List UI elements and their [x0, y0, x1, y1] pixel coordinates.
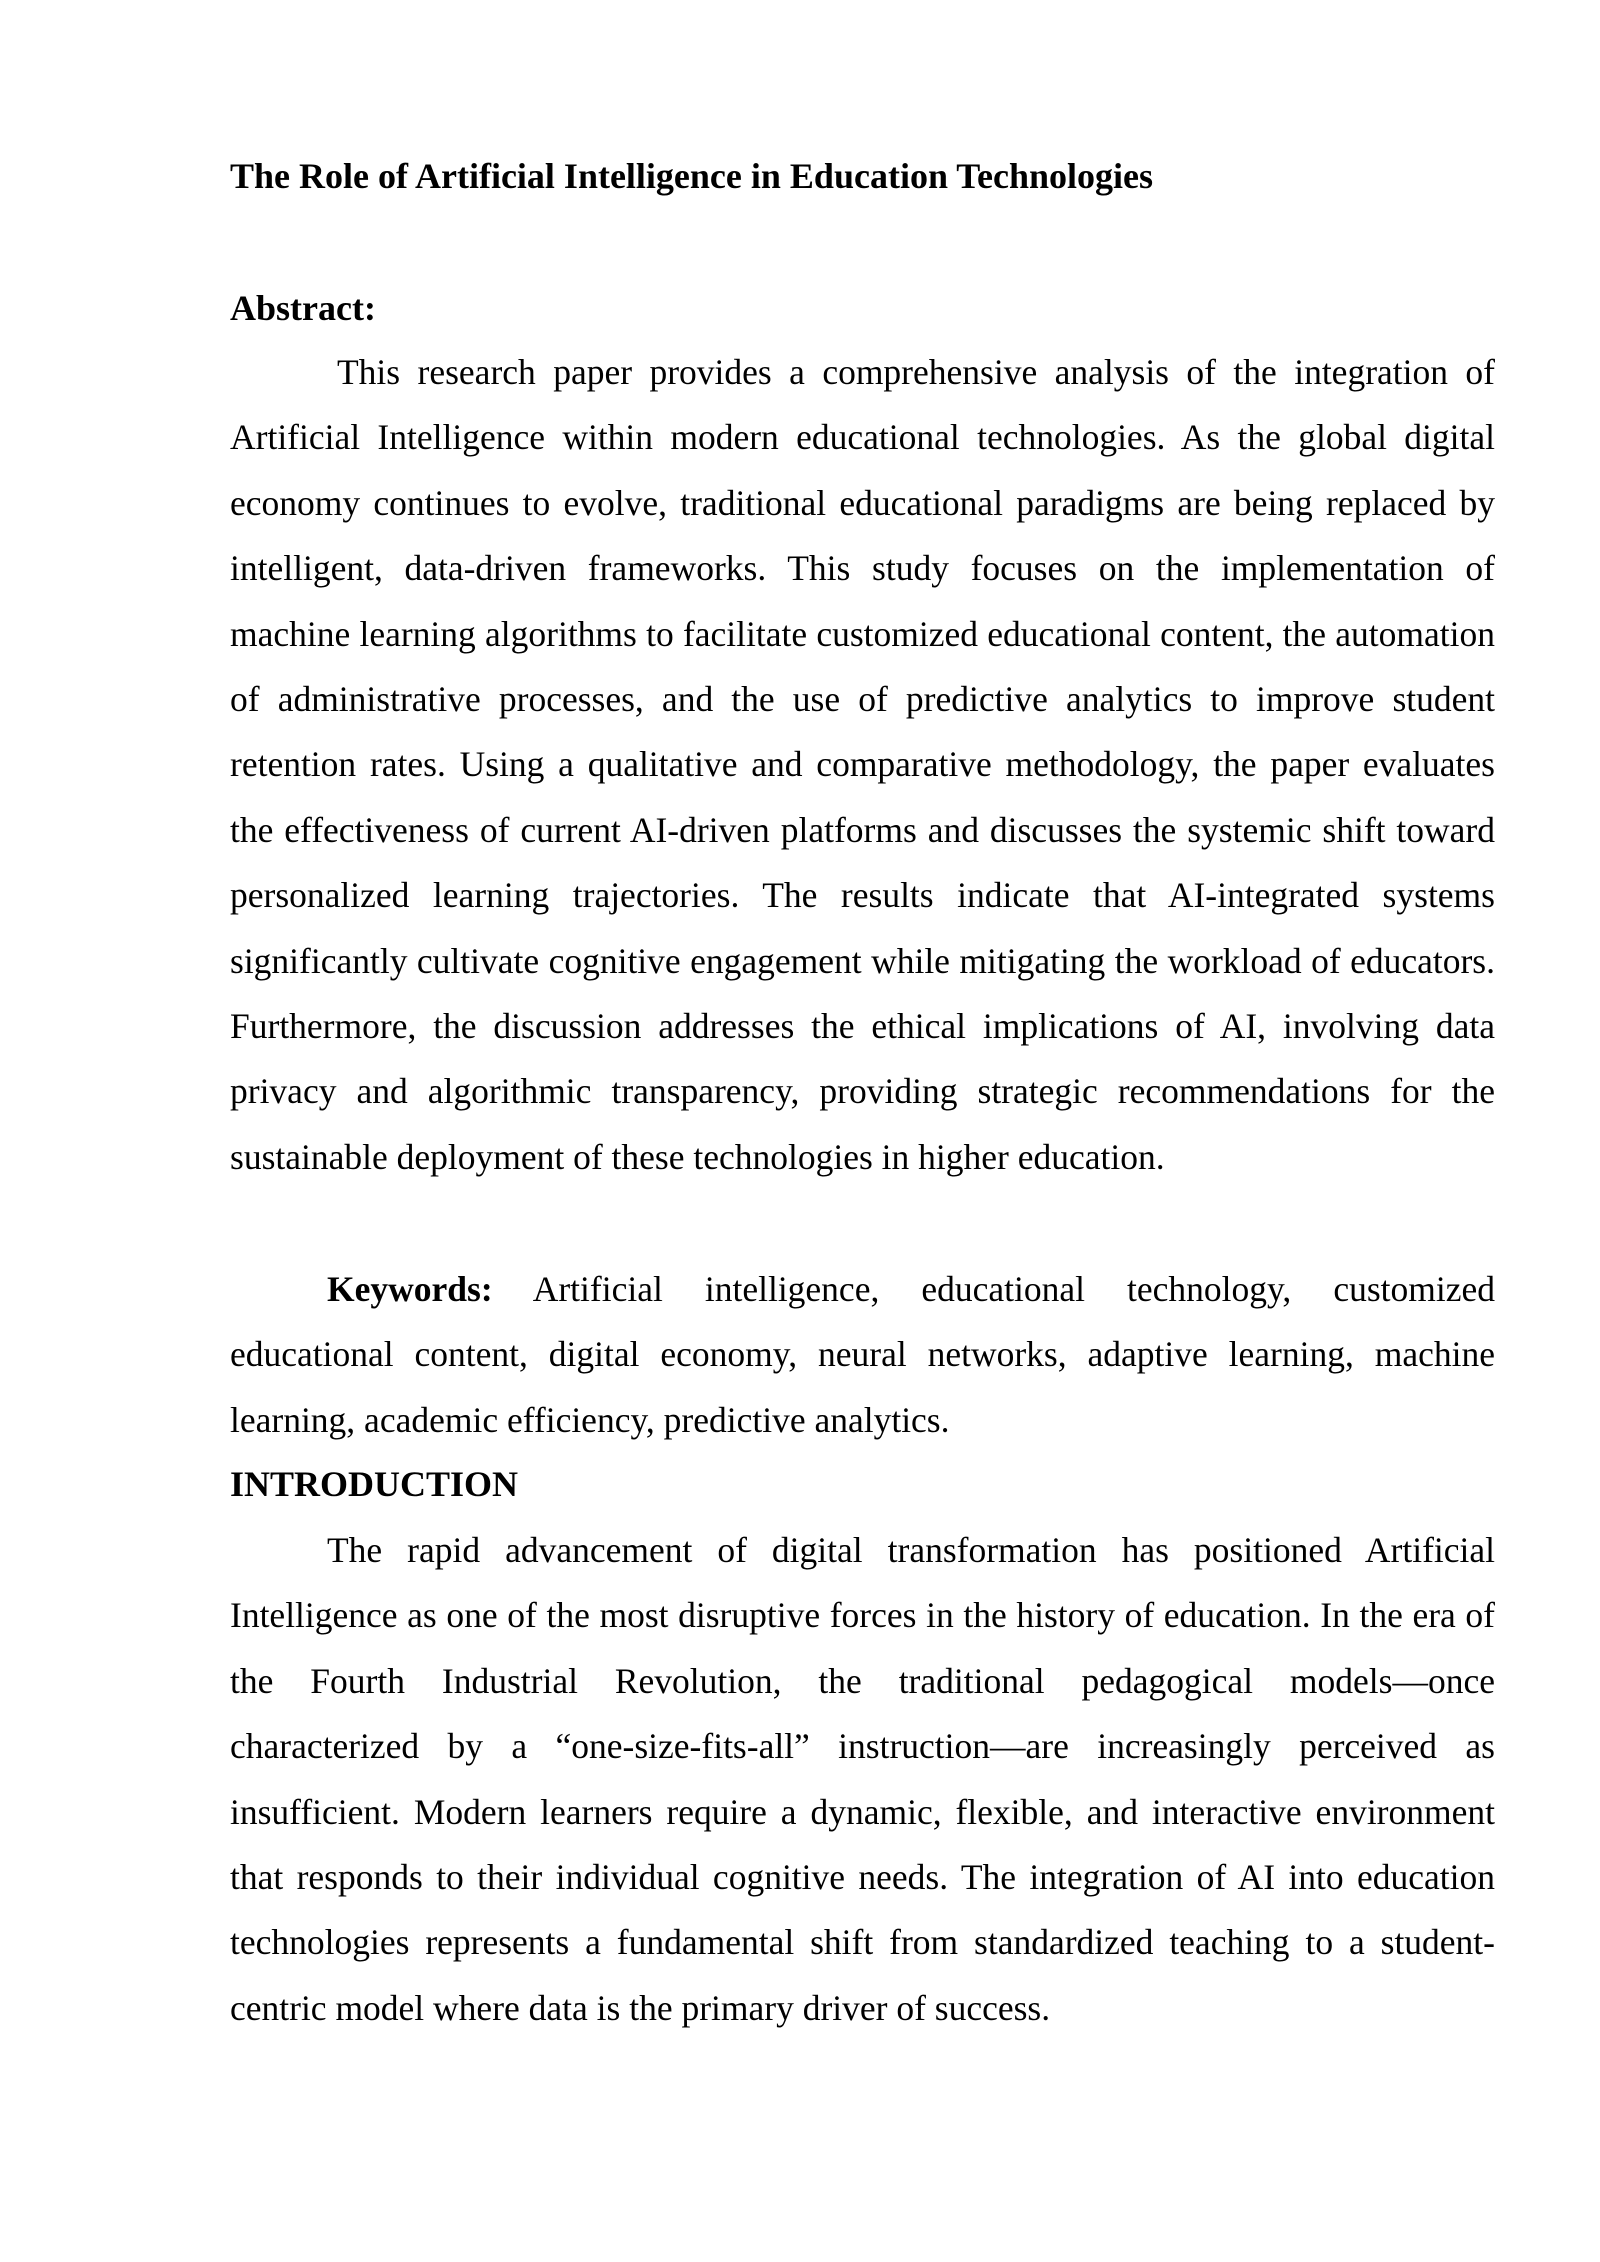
- keywords-label: Keywords:: [327, 1269, 493, 1309]
- abstract-body: This research paper provides a comprehensive analysis of the integration of Artificial Intelligence within modern educational technologies. As the global digital economy continues to evolve, traditional educational paradigms are being replaced by intelligent, data-driven frameworks. This study focuses on the implementation of machine learning algorithms to facilitate customized educational content, the automation of administrative processes, and the use of predictive analytics to improve student retention rates. Using a qualitative and comparative methodology, the paper evaluates the effectiveness of current AI-driven platforms and discusses the systemic shift toward personalized learning trajectories. The results indicate that AI-integrated systems significantly cultivate cognitive engagement while mitigating the workload of educators. Furthermore, the discussion addresses the ethical implications of AI, involving data privacy and algorithmic transparency, providing strategic recommendations for the sustainable deployment of these technologies in higher education.: [230, 352, 1495, 1177]
- introduction-body: The rapid advancement of digital transformation has positioned Artificial Intelligence as one of the most disruptive forces in the history of education. In the era of the Fourth Industrial Revolution, the traditional pedagogical models—once characterized by a “one-size-fits-all” instruction—are increasingly perceived as insufficient. Modern learners require a dynamic, flexible, and interactive environment that responds to their individual cognitive needs. The integration of AI into education technologies represents a fundamental shift from standardized teaching to a student-centric model where data is the primary driver of success.: [230, 1530, 1495, 2028]
- paper-title: The Role of Artificial Intelligence in Education Technologies: [230, 156, 1154, 196]
- introduction-heading: INTRODUCTION: [230, 1464, 519, 1504]
- abstract-heading: Abstract:: [230, 288, 376, 328]
- keywords-paragraph: [230, 1257, 1495, 1453]
- keywords-text: Artificial intelligence, educational technology, customized educational content, digital economy, neural networks, adaptive learning, machine learning, academic efficiency, predictive analytics.: [230, 1269, 1495, 1440]
